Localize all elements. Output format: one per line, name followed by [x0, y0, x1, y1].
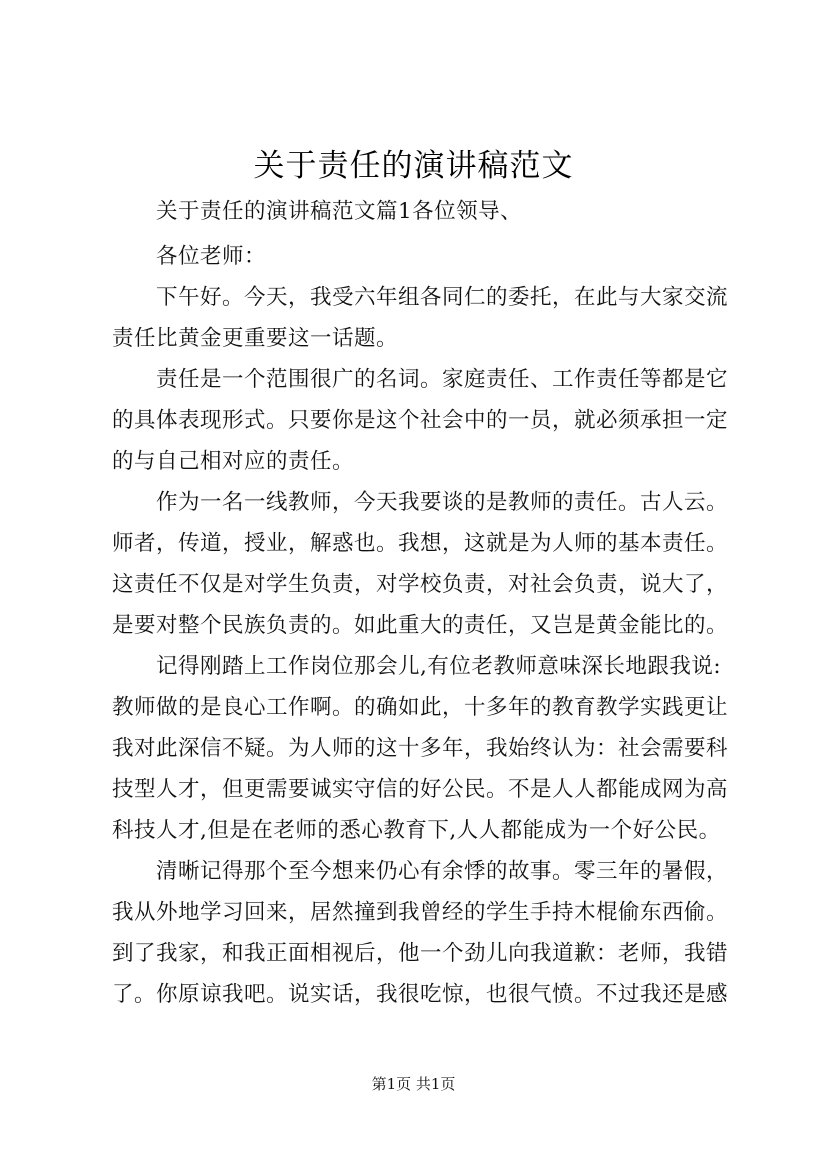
paragraph-line: 的具体表现形式。只要你是这个社会中的一员，就必须承担一定	[112, 408, 729, 433]
paragraph-line: 作为一名一线教师，今天我要谈的是教师的责任。古人云。	[156, 490, 729, 515]
paragraph-line: 记得刚踏上工作岗位那会儿,有位老教师意味深长地跟我说:	[156, 654, 722, 679]
paragraph-line: 责任比黄金更重要这一话题。	[112, 326, 399, 351]
paragraph-line: 教师做的是良心工作啊。的确如此，十多年的教育教学实践更让	[112, 695, 729, 720]
paragraph-line: 这责任不仅是对学生负责，对学校负责，对社会负责，说大了，	[112, 572, 729, 597]
page-number-footer: 第1页 共1页	[371, 1075, 456, 1093]
paragraph-line: 的与自己相对应的责任。	[112, 449, 355, 474]
paragraph-line: 我从外地学习回来，居然撞到我曾经的学生手持木棍偷东西偷。	[112, 900, 729, 925]
paragraph-line: 到了我家，和我正面相视后，他一个劲儿向我道歉：老师，我错	[112, 941, 729, 966]
paragraph-line: 技型人才，但更需要诚实守信的好公民。不是人人都能成网为高	[112, 777, 729, 802]
document-title: 关于责任的演讲稿范文	[253, 148, 574, 184]
paragraph-line: 清晰记得那个至今想来仍心有余悸的故事。零三年的暑假，	[156, 859, 729, 884]
paragraph-line: 各位老师：	[156, 244, 267, 269]
paragraph-line: 关于责任的演讲稿范文篇1各位领导、	[156, 199, 523, 224]
paragraph-line: 责任是一个范围很广的名词。家庭责任、工作责任等都是它	[156, 367, 729, 392]
paragraph-line: 了。你原谅我吧。说实话，我很吃惊，也很气愤。不过我还是感	[112, 982, 729, 1007]
paragraph-line: 是要对整个民族负责的。如此重大的责任，又岂是黄金能比的。	[112, 613, 729, 638]
paragraph-line: 师者，传道，授业，解惑也。我想，这就是为人师的基本责任。	[112, 531, 729, 556]
paragraph-line: 我对此深信不疑。为人师的这十多年，我始终认为：社会需要科	[112, 736, 729, 761]
paragraph-line: 下午好。今天，我受六年组各同仁的委托，在此与大家交流	[156, 285, 729, 310]
paragraph-line: 科技人才,但是在老师的悉心教育下,人人都能成为一个好公民。	[112, 818, 721, 843]
